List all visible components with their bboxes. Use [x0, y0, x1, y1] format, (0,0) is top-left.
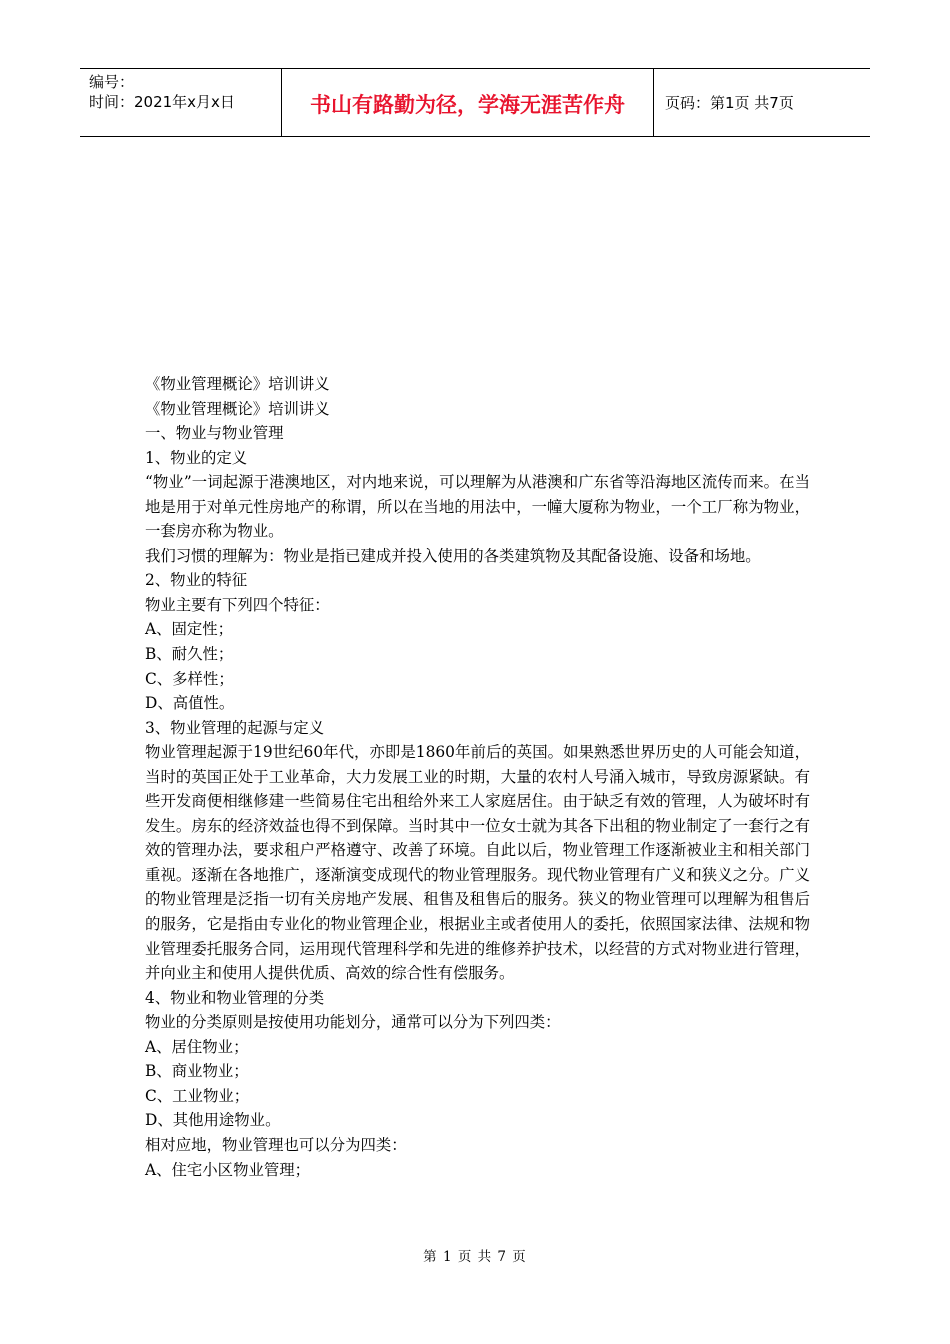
- list-item: D、其他用途物业。: [145, 1111, 281, 1130]
- paragraph: 《物业管理概论》培训讲义: [145, 399, 330, 418]
- paragraph: 物业的分类原则是按使用功能划分，通常可以分为下列四类：: [145, 1013, 561, 1032]
- list-item: A、居住物业；: [145, 1037, 249, 1056]
- list-item: B、商业物业；: [145, 1062, 249, 1081]
- list-item: A、住宅小区物业管理；: [145, 1160, 311, 1179]
- subsection-heading: 3、物业管理的起源与定义: [145, 718, 325, 737]
- document-body: [145, 372, 810, 1182]
- document-number-label: 编号：: [89, 73, 135, 91]
- paragraph: 物业管理起源于19世纪60年代，亦即是1860年前后的英国。如果熟悉世界历史的人可能会知道，当时的英国正处于工业革命，大力发展工业的时期，大量的农村人号涌入城市，导致房源紧缺。有些开发商便相继修建一些简易住宅出租给外来工人家庭居住。由于缺乏有效的管理，人为破坏时有发生。房东的经济效益也得不到保障。当时其中一位女士就为其各下出租的物业制定了一套行之有效的管理办法，要求租户严格遵守、改善了环境。自此以后，物业管理工作逐渐被业主和相关部门重视。逐渐在各地推广，逐渐演变成现代的物业管理服务。现代物业管理有广义和狭义之分。广义的物业管理是泛指一切有关房地产发展、租售及租售后的服务。狭义的物业管理可以理解为租售后的服务，它是指由专业化的物业管理企业，根据业主或者使用人的委托，依照国家法律、法规和物业管理委托服务合同，运用现代管理科学和先进的维修养护技术，以经营的方式对物业进行管理，并向业主和使用人提供优质、高效的综合性有偿服务。: [145, 743, 810, 983]
- paragraph: 我们习惯的理解为：物业是指已建成并投入使用的各类建筑物及其配备设施、设备和场地。: [145, 546, 761, 565]
- page-header: [80, 68, 870, 137]
- header-motto: 书山有路勤为径，学海无涯苦作舟: [282, 69, 654, 136]
- paragraph: “物业”一词起源于港澳地区，对内地来说，可以理解为从港澳和广东省等沿海地区流传而来。在当地是用于对单元性房地产的称谓，所以在当地的用法中，一幢大厦称为物业，一个工厂称为物业，一套房亦称为物业。: [145, 473, 810, 541]
- header-page-code: 页码：第1页 共7页: [665, 94, 794, 112]
- list-item: A、固定性；: [145, 620, 234, 639]
- subsection-heading: 4、物业和物业管理的分类: [145, 988, 325, 1007]
- paragraph: 相对应地，物业管理也可以分为四类：: [145, 1135, 407, 1154]
- document-date: 时间：2021年x月x日: [89, 93, 235, 111]
- paragraph: 《物业管理概论》培训讲义: [145, 375, 330, 393]
- header-meta: [80, 69, 282, 136]
- subsection-heading: 1、物业的定义: [145, 448, 248, 467]
- list-item: C、工业物业；: [145, 1086, 250, 1105]
- list-item: C、多样性；: [145, 669, 234, 688]
- paragraph: 物业主要有下列四个特征：: [145, 595, 330, 614]
- list-item: B、耐久性；: [145, 645, 234, 664]
- list-item: D、高值性。: [145, 694, 235, 713]
- page-footer: 第 1 页 共 7 页: [423, 1249, 527, 1265]
- subsection-heading: 2、物业的特征: [145, 571, 248, 590]
- section-heading: 一、物业与物业管理: [145, 424, 284, 443]
